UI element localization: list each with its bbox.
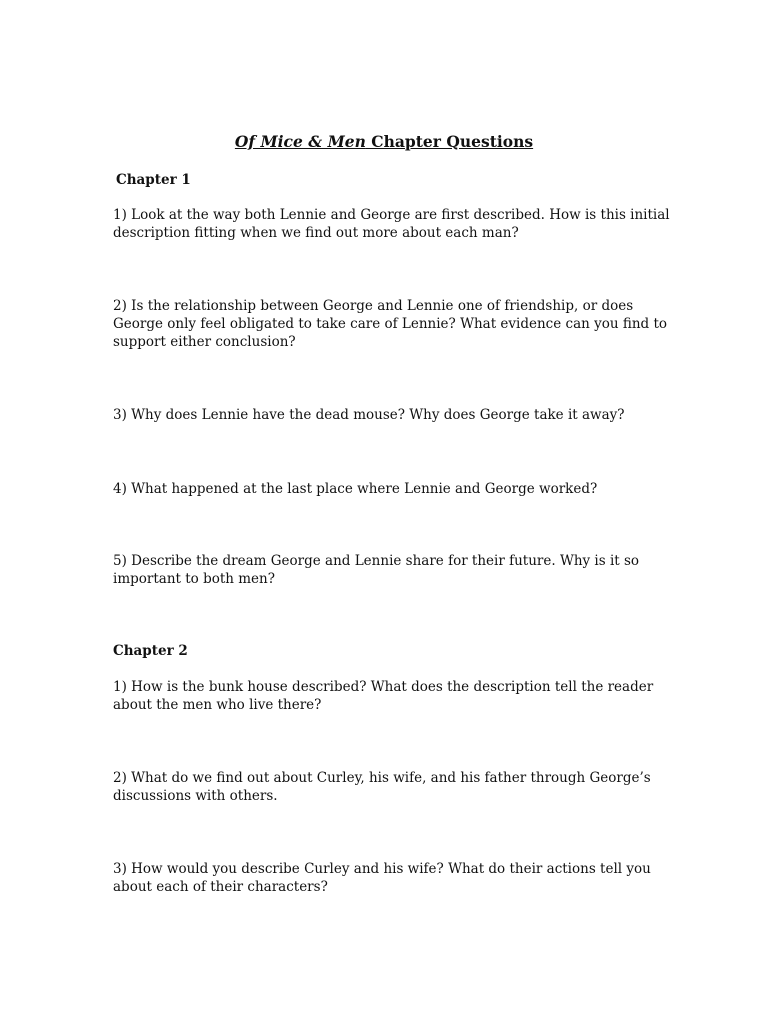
document-title <box>0 131 768 153</box>
chapter-1-question-5: 5) Describe the dream George and Lennie share for their future. Why is it so important to both men? <box>113 553 640 588</box>
book-title: Of Mice & Men <box>234 132 366 151</box>
chapter-2-heading: Chapter 2 <box>113 643 188 659</box>
chapter-1-question-4: 4) What happened at the last place where Lennie and George worked? <box>113 481 598 497</box>
chapter-1-question-1: 1) Look at the way both Lennie and George are first described. How is this initial description fitting when we find out more about each man? <box>113 207 670 242</box>
chapter-1-heading: Chapter 1 <box>116 172 191 188</box>
title-suffix: Chapter Questions <box>365 132 534 151</box>
chapter-1-question-3: 3) Why does Lennie have the dead mouse? Why does George take it away? <box>113 407 625 423</box>
chapter-2-question-2: 2) What do we find out about Curley, his wife, and his father through George’s discussions with others. <box>113 770 651 805</box>
chapter-2-question-3: 3) How would you describe Curley and his wife? What do their actions tell you about each of their characters? <box>113 861 651 896</box>
chapter-1-question-2: 2) Is the relationship between George and Lennie one of friendship, or does George only feel obligated to take care of Lennie? What evidence can you find to support either conclusion? <box>113 298 668 351</box>
chapter-2-question-1: 1) How is the bunk house described? What does the description tell the reader about the men who live there? <box>113 679 654 714</box>
